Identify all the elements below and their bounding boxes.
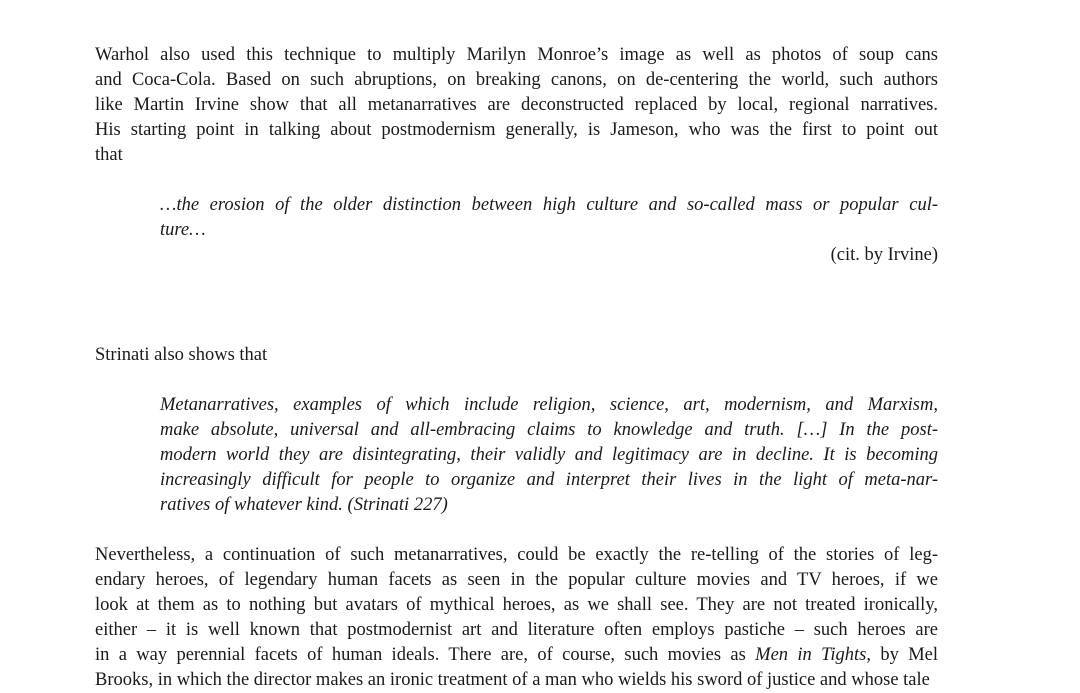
block-quote-jameson [160, 193, 938, 268]
quote-line: …the erosion of the older distinction between high culture and so-called mass or popular cul- [160, 195, 938, 215]
paragraph-nevertheless [95, 543, 938, 693]
text-line: either – it is well known that postmodernist art and literature often employs pastiche – such heroes are [95, 620, 938, 640]
text-line: like Martin Irvine show that all metanarratives are deconstructed replaced by local, regional narratives. [95, 95, 938, 115]
text-line: Nevertheless, a continuation of such metanarratives, could be exactly the re-telling of the stories of leg- [95, 545, 938, 565]
quote-line: Metanarratives, examples of which include religion, science, art, modernism, and Marxism, [160, 395, 938, 415]
text-line: endary heroes, of legendary human facets as seen in the popular culture movies and TV heroes, if we [95, 570, 938, 590]
text-fragment: , by Mel [866, 645, 938, 665]
text-line: look at them as to nothing but avatars of mythical heroes, as we shall see. They are not treated ironically, [95, 595, 938, 615]
text-line: that [95, 145, 123, 165]
text-line [95, 643, 938, 668]
text-line: Warhol also used this technique to multiply Marilyn Monroe’s image as well as photos of soup cans [95, 45, 938, 65]
quote-line: modern world they are disintegrating, their validly and legitimacy are in decline. It is becoming [160, 445, 938, 465]
block-quote-strinati [160, 393, 938, 518]
text-line: His starting point in talking about postmodernism generally, is Jameson, who was the first to point out [95, 120, 938, 140]
quote-citation: (cit. by Irvine) [830, 245, 938, 265]
quote-line: increasingly difficult for people to organize and interpret their lives in the light of meta-nar- [160, 470, 938, 490]
paragraph-warhol [95, 43, 938, 168]
text-fragment: in a way perennial facets of human ideals. There are, of course, such movies as [95, 645, 756, 665]
quote-line: ture… [160, 220, 206, 240]
quote-line: ratives of whatever kind. (Strinati 227) [160, 495, 448, 515]
text-line-cut-off: Brooks, in which the director makes an ironic treatment of a man who wields his sword of justice and whose tale [95, 670, 930, 690]
paragraph-strinati [95, 343, 938, 368]
text-line: and Coca-Cola. Based on such abruptions, on breaking canons, on de-centering the world, such authors [95, 70, 938, 90]
text-line: Strinati also shows that [95, 345, 268, 365]
quote-line: make absolute, universal and all-embracing claims to knowledge and truth. […] In the post- [160, 420, 938, 440]
movie-title: Men in Tights [755, 645, 867, 665]
